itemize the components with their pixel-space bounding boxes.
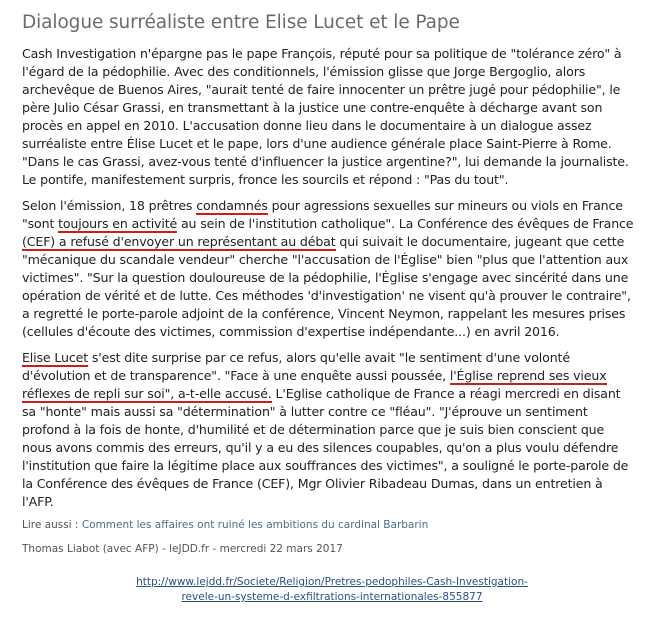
highlight-underline: l'Église reprend ses vieux réflexes de repli sur soi", a-t-elle accusé. [22,368,607,401]
text: au sein de l'institution catholique". La Conférence des évêques de France [177,216,634,231]
paragraph-1: Cash Investigation n'épargne pas le pape François, réputé pour sa politique de "tolérance zéro" à l'égard de la pédophilie. Avec des conditionnels, l'émission glisse que Jorge Bergoglio, alors archevêque de Buenos Aires, "aurait tenté de faire innocenter un prêtre jugé pour pédophilie", le père Julio César Grassi, en transmettant à la justice une contre-enquête à décharge avant son procès en appel en 2010. L'accusation donne lieu dans le documentaire à un dialogue assez surréaliste entre Élise Lucet et le pape, lors d'une audience générale place Saint-Pierre à Rome. "Dans le cas Grassi, avez-vous tenté d'influencer la justice argentine?", lui demande la journaliste. Le pontife, manifestement surpris, fronce les sourcils et répond : "Pas du tout". [22,46,629,187]
article-title: Dialogue surréaliste entre Elise Lucet et le Pape [22,12,460,33]
text: s'est dite surprise par ce refus, alors qu'elle avait "le sentiment d'une volonté d'évolution et de transparence". "Face à une enquête aussi poussée, [22,350,570,383]
paragraph-2 [22,197,635,341]
highlight-underline: condamnés [196,198,268,213]
source-url-link[interactable] [122,575,542,605]
text: pour agressions sexuelles sur mineurs ou viols en France "sont [22,198,623,231]
paragraph-3 [22,349,635,511]
read-also-label: Lire aussi : [22,519,82,531]
text: Selon l'émission, 18 prêtres [22,198,197,213]
highlight-underline: Elise Lucet [22,350,89,365]
read-also-link[interactable]: Comment les affaires ont ruiné les ambitions du cardinal Barbarin [81,519,429,531]
url-line: revele-un-systeme-d-exfiltrations-internationales-855877 [181,591,483,603]
text: L'Eglise catholique de France a réagi mercredi en disant sa "honte" mais aussi sa "détermination" à lutter contre ce "fléau". "J'éprouve un sentiment profond à la fois de honte, d'humilité et de détermination parce que je suis bien conscient que nous avons commis des erreurs, qu'il y a eu des silences coupables, qu'on a plus voulu défendre l'institution que faire la légitime place aux souffrances des victimes", a souligné le porte-parole de la Conférence des évêques de France (CEF), Mgr Olivier Ribadeau Dumas, dans un entretien à l'AFP. [22,386,629,509]
read-also [22,519,635,531]
highlight-underline: toujours en activité [58,216,178,231]
url-line: http://www.lejdd.fr/Societe/Religion/Pretres-pedophiles-Cash-Investigation- [136,576,528,588]
text: qui suivait le documentaire, jugeant que cette "mécanique du scandale vendeur" cherche "l'accusation de l'Église" bien "plus que l'attention aux victimes". "Sur la question douloureuse de la pédophilie, l'Église s'engage avec sincérité dans une opération de vérité et de lutte. Ces méthodes 'd'investigation' ne visent qu'à prouver le contraire", a regretté le porte-parole adjoint de la conférence, Vincent Neymon, rappelant les mesures prises (cellules d'écoute des victimes, commission d'expertise indépendante...) en avril 2016. [22,234,631,339]
highlight-underline: (CEF) a refusé d'envoyer un représentant au débat [22,234,336,249]
byline: Thomas Liabot (avec AFP) - leJDD.fr - mercredi 22 mars 2017 [22,543,343,555]
